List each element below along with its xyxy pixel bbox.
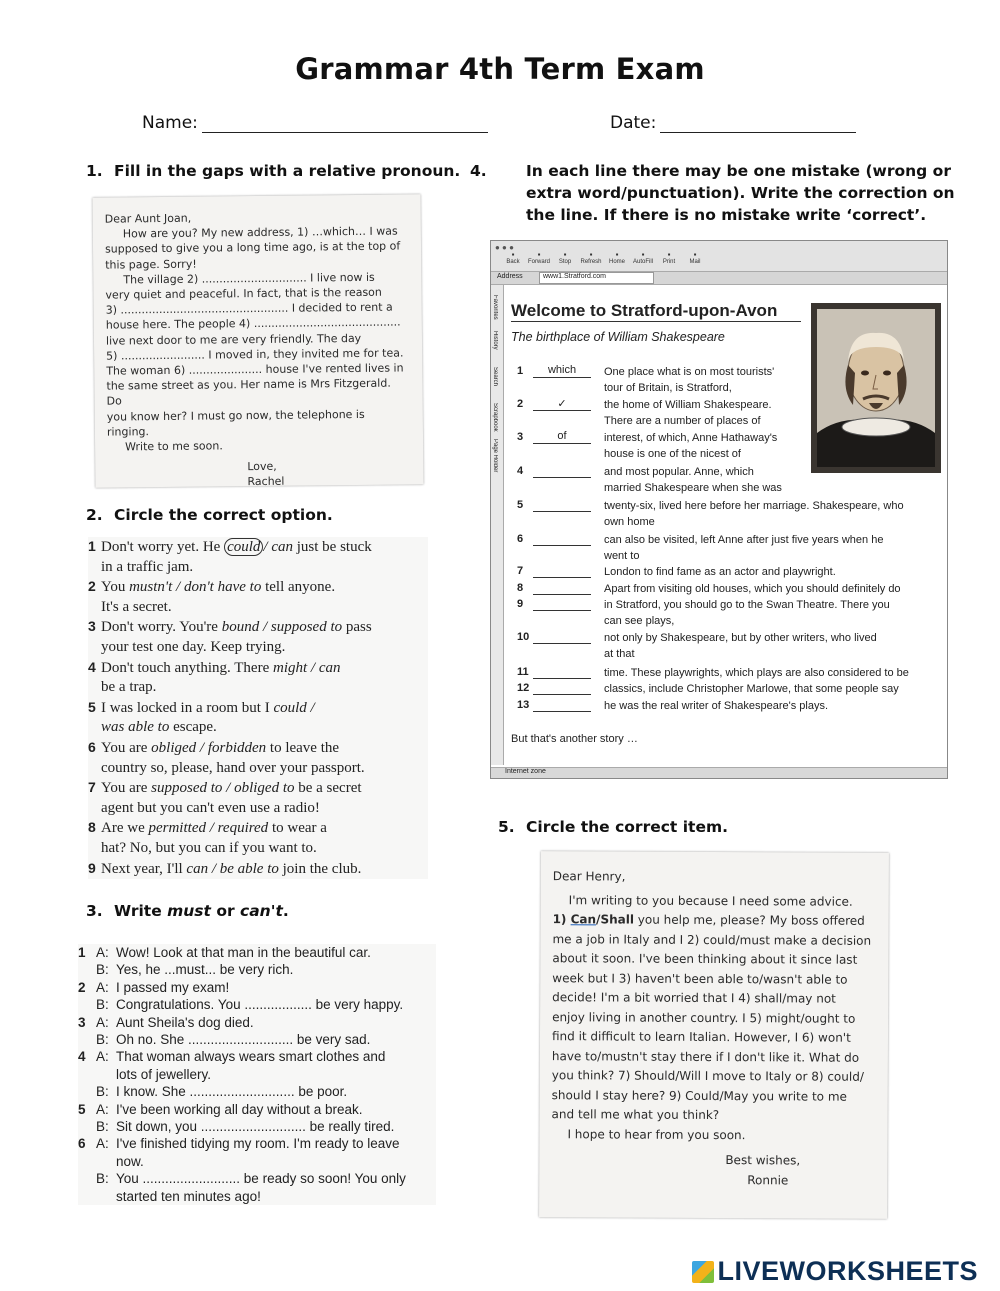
q3-speaker: A: xyxy=(96,945,109,960)
toolbar-button-label: Home xyxy=(608,259,625,265)
q2-heading xyxy=(86,504,333,526)
logo-mark-icon xyxy=(692,1261,714,1283)
q2-item xyxy=(88,738,428,759)
date-input-line[interactable] xyxy=(660,114,856,133)
q2-options[interactable]: obliged / forbidden xyxy=(151,739,267,756)
q2-options[interactable]: bound / supposed to xyxy=(221,619,343,636)
q3-dialogue-line xyxy=(78,1048,436,1065)
q4-answer-blank[interactable] xyxy=(533,665,591,679)
q2-item xyxy=(88,658,428,679)
letter-line: and tell me what you think? xyxy=(551,1107,720,1123)
q3-heading: 3. Write must or can't. xyxy=(86,902,289,920)
q4-line-text: There are a number of places of xyxy=(604,415,761,427)
letter-line: Write to me soon. xyxy=(125,439,223,454)
q3-number: 4 xyxy=(78,1049,86,1065)
q3-text[interactable]: That woman always wears smart clothes and xyxy=(116,1049,386,1065)
q2-item-text: Don't touch anything. There xyxy=(101,659,273,676)
q3-speaker: A: xyxy=(96,1101,109,1117)
q4-instruction: In each line there may be one mistake (wrong or extra word/punctuation). Write the correction on the line. If there is no mistake write ‘correct’. xyxy=(526,162,955,224)
q3-text[interactable]: You .......................... be ready so soon! You only xyxy=(116,1171,406,1187)
q3-dialogue-line xyxy=(78,1135,436,1152)
q4-number: 4. xyxy=(470,162,487,180)
q3-speaker: B: xyxy=(96,1119,109,1135)
q2-item-text: It's a secret. xyxy=(101,598,172,615)
q3-text[interactable]: started ten minutes ago! xyxy=(116,1188,261,1204)
letter-line: Dear Aunt Joan, xyxy=(104,211,192,226)
q4-line-number: 9 xyxy=(517,598,524,610)
site-subheading: The birthplace of William Shakespeare xyxy=(511,330,725,344)
q2-options[interactable]: could / xyxy=(273,699,315,716)
q4-answer-blank[interactable] xyxy=(533,532,591,546)
letter-line: decide! I'm a bit worried that I 4) shall/may not xyxy=(552,990,836,1006)
q1-number: 1. xyxy=(86,162,103,180)
q4-answer-blank[interactable] xyxy=(533,564,591,578)
q2-item xyxy=(88,577,428,598)
letter-line: enjoy living in another country. I 5) might/ought to xyxy=(552,1009,856,1026)
q2-item-text: just be stuck xyxy=(293,539,372,555)
q5-instruction: Circle the correct item. xyxy=(526,818,728,836)
q4-answer-blank[interactable] xyxy=(533,698,591,712)
q3-dialogue-line xyxy=(78,1031,436,1048)
q4-line-number: 11 xyxy=(517,666,529,678)
letter-line: live next door to me are very friendly. The day xyxy=(105,331,362,348)
q2-item xyxy=(88,617,428,638)
q5-option[interactable]: Can xyxy=(570,912,597,927)
q4-answer-blank[interactable] xyxy=(533,581,591,595)
q2-item-continued xyxy=(88,558,428,578)
q2-item-text: your test one day. Keep trying. xyxy=(101,638,286,655)
q4-line-text: London to find fame as an actor and playwright. xyxy=(604,566,836,578)
q4-lines xyxy=(491,241,947,761)
toolbar-button-label: AutoFill xyxy=(632,259,653,265)
q2-item-text: be a secret xyxy=(294,780,362,797)
q4-answer-blank[interactable]: of xyxy=(533,430,591,444)
letter-line: I hope to hear from you soon. xyxy=(567,1126,746,1142)
q4-line-text: in Stratford, you should go to the Swan Theatre. There you xyxy=(604,599,890,611)
q4-line-text: time. These playwrights, which plays are also considered to be xyxy=(604,667,909,679)
name-field xyxy=(142,113,488,133)
side-tab[interactable]: Favorites xyxy=(492,295,498,320)
logo-text: LIVEWORKSHEETS xyxy=(717,1256,978,1286)
letter-closing: Best wishes, xyxy=(725,1153,801,1168)
toolbar-button-label: Back xyxy=(506,259,520,265)
q2-item-continued xyxy=(88,678,428,698)
q4-answer-blank[interactable] xyxy=(533,681,591,695)
q1-heading xyxy=(86,160,460,182)
letter-line: week but I 3) haven't been able to/wasn't able to xyxy=(552,970,848,987)
q2-item-continued xyxy=(88,799,428,819)
q2-item-number: 1 xyxy=(88,538,96,554)
q1-letter xyxy=(92,194,423,487)
q2-item-continued xyxy=(88,839,428,859)
q4-line-text: twenty-six, lived here before her marriage. Shakespeare, who xyxy=(604,500,904,512)
q4-line-text: can see plays, xyxy=(604,615,675,627)
letter-line: have to/mustn't stay there if I don't like it. What do xyxy=(551,1048,860,1065)
q4-answer-blank[interactable] xyxy=(533,597,591,611)
q2-item-number: 7 xyxy=(88,779,96,796)
q1-instruction: Fill in the gaps with a relative pronoun. xyxy=(114,162,461,180)
q3-text[interactable]: Congratulations. You .................. be very happy. xyxy=(116,997,404,1013)
q4-line-text: tour of Britain, is Stratford, xyxy=(604,382,732,394)
q4-line-number: 6 xyxy=(517,533,524,545)
q2-item xyxy=(88,818,428,839)
q2-item-text: You are xyxy=(101,780,152,797)
q3-text[interactable]: lots of jewellery. xyxy=(116,1066,212,1082)
q2-item-text: Don't worry yet. He xyxy=(101,539,225,555)
q4-line-text: classics, include Christopher Marlowe, that some people say xyxy=(604,683,899,695)
letter-line: should I stay here? 9) Could/May you write to me xyxy=(551,1087,847,1104)
q4-line-number: 10 xyxy=(517,631,530,643)
q4-answer-blank[interactable] xyxy=(533,498,591,512)
toolbar-button-label: Stop xyxy=(558,259,572,265)
q3-dialogue-line xyxy=(78,1083,436,1100)
q2-item-text: You xyxy=(101,579,130,596)
toolbar-print-icon: ▪ xyxy=(667,250,671,259)
q3-dialogue-line xyxy=(78,1153,436,1170)
q3-dialogue-line xyxy=(78,1118,436,1135)
q2-number: 2. xyxy=(86,506,103,524)
q3-text[interactable]: Aunt Sheila's dog died. xyxy=(116,1014,254,1030)
side-tab[interactable]: Search xyxy=(492,367,498,387)
q2-options[interactable]: can / be able to xyxy=(186,860,279,877)
window-controls-icon[interactable]: ● ● ● xyxy=(495,243,514,252)
q3-dialogue-line xyxy=(78,1188,436,1205)
q3-speaker: B: xyxy=(96,1084,109,1100)
toolbar-back-icon: ▪ xyxy=(511,250,515,259)
q3-number: 3 xyxy=(78,1014,86,1030)
toolbar-button-label: Forward xyxy=(527,259,550,265)
q4-line-number: 8 xyxy=(517,582,524,594)
letter-line: 1) Can/Shall you help me, please? My boss offered xyxy=(552,912,865,928)
q3-speaker: B: xyxy=(96,997,109,1013)
q2-item-number: 9 xyxy=(88,859,96,876)
q4-answer-blank[interactable] xyxy=(533,630,591,644)
page-title: Grammar 4th Term Exam xyxy=(295,52,705,86)
q2-item-text: You are xyxy=(101,739,152,756)
name-label: Name: xyxy=(142,113,198,133)
q3-dialogue-line xyxy=(78,1101,436,1118)
q3-speaker: A: xyxy=(96,1049,109,1065)
q4-line-text: house is one of the nicest of xyxy=(604,448,741,460)
q3-speaker: A: xyxy=(96,979,109,995)
q4-line-number: 1 xyxy=(517,365,524,377)
letter-line: this page. Sorry! xyxy=(105,257,197,272)
side-tab[interactable]: History xyxy=(492,331,498,350)
q3-text[interactable]: I passed my exam! xyxy=(116,979,230,995)
side-tab[interactable]: Page Holder xyxy=(492,439,498,473)
q2-item-text: country so, please, hand over your passport. xyxy=(101,759,365,776)
side-tab[interactable]: Scrapbook xyxy=(492,403,498,432)
letter-line: find it difficult to learn Italian. However, I 6) won't xyxy=(551,1029,851,1045)
site-heading: Welcome to Stratford-upon-Avon xyxy=(511,301,778,320)
liveworksheets-logo xyxy=(692,1256,978,1287)
q3-speaker: A: xyxy=(96,1136,109,1152)
q4-answer-blank[interactable]: ✓ xyxy=(533,397,591,411)
site-footer: But that's another story … xyxy=(511,733,638,745)
letter-line: The woman 6) ..................... house I've rented lives in xyxy=(106,361,404,378)
q4-line-text: interest, of which, Anne Hathaway's xyxy=(604,432,778,444)
q3-dialogue-line xyxy=(78,961,436,978)
toolbar-home-icon: ▪ xyxy=(615,250,619,259)
toolbar-button-label: Mail xyxy=(689,259,701,265)
q4-heading xyxy=(470,160,966,226)
q2-item-text: in a traffic jam. xyxy=(101,558,194,575)
q2-item-text: be a trap. xyxy=(101,679,157,696)
q2-item xyxy=(88,537,428,558)
q2-item-text: Next year, I'll xyxy=(101,860,187,877)
q3-dialogue-line xyxy=(78,979,436,996)
q3-text[interactable]: Oh no. She ............................ be very sad. xyxy=(116,1032,371,1048)
q2-item-text: to wear a xyxy=(268,820,327,837)
q2-item xyxy=(88,778,428,799)
q2-item-number: 6 xyxy=(88,738,96,755)
q3-text[interactable]: I've finished tidying my room. I'm ready to leave xyxy=(116,1136,400,1152)
q3-speaker: B: xyxy=(96,1171,109,1187)
toolbar-mail-icon: ▪ xyxy=(693,250,697,259)
q2-item-number: 8 xyxy=(88,819,96,836)
q4-line-text: can also be visited, left Anne after just five years when he xyxy=(604,534,884,546)
q2-item xyxy=(88,698,428,719)
q4-line-number: 4 xyxy=(517,465,524,477)
letter-line: me a job in Italy and I 2) could/must make a decision xyxy=(552,931,872,948)
q5-option[interactable]: Shall xyxy=(600,912,635,927)
letter-line: 3) ................................................ I decided to rent a xyxy=(105,300,393,317)
q4-line-number: 5 xyxy=(517,499,524,511)
letter-line: house here. The people 4) .......................................... xyxy=(105,315,401,333)
q2-item-text: join the club. xyxy=(278,860,362,877)
q2-instruction: Circle the correct option. xyxy=(114,506,333,524)
letter-line: The village 2) .............................. I live now is xyxy=(123,270,375,287)
q2-options[interactable]: was able to xyxy=(101,719,170,736)
q2-item-continued xyxy=(88,638,428,658)
q3-text[interactable]: I've been working all day without a break. xyxy=(116,1101,363,1117)
q4-line-text: the home of William Shakespeare. xyxy=(604,399,772,411)
q4-line-text: married Shakespeare when she was xyxy=(604,482,782,494)
letter-line: you know her? I must go now, the telephone is ringing. xyxy=(106,407,365,439)
browser-window xyxy=(490,240,948,779)
q3-text[interactable]: now. xyxy=(116,1153,144,1169)
q4-line-text: went to xyxy=(604,550,640,562)
q4-line-text: Apart from visiting old houses, which you should definitely do xyxy=(604,583,901,595)
q4-line-text: own home xyxy=(604,516,655,528)
q3-number: 3. xyxy=(86,902,103,920)
q2-item-number: 5 xyxy=(88,698,96,715)
q4-line-text: One place what is on most tourists' xyxy=(604,366,775,378)
q2-item-number: 3 xyxy=(88,618,96,635)
q3-number: 2 xyxy=(78,979,86,995)
q5-number: 5. xyxy=(498,818,515,836)
q2-item-text: I was locked in a room but I xyxy=(101,699,274,716)
q4-answer-blank[interactable]: which xyxy=(533,364,591,378)
url-input[interactable]: www1.Stratford.com xyxy=(539,272,654,284)
q2-options[interactable]: mustn't / don't have to xyxy=(129,579,262,596)
address-label: Address xyxy=(497,273,523,280)
name-input-line[interactable] xyxy=(202,114,488,133)
q4-line-number: 2 xyxy=(517,398,524,410)
q2-item-text: Are we xyxy=(101,820,149,837)
status-bar xyxy=(491,767,947,778)
q2-item-continued xyxy=(88,598,428,618)
letter-line: very quiet and peaceful. In fact, that is the reason xyxy=(105,285,382,302)
letter-signature: Ronnie xyxy=(747,1172,789,1187)
q4-line-text: at that xyxy=(604,648,635,660)
letter-line: you think? 7) Should/Will I move to Italy or 8) could/ xyxy=(551,1068,864,1084)
q3-text[interactable]: I know. She ............................ be poor. xyxy=(116,1084,348,1100)
letter-greeting: Dear Henry, xyxy=(552,869,626,884)
q2-item-text: agent but you can't even use a radio! xyxy=(101,799,320,816)
q3-list xyxy=(78,944,436,1205)
toolbar-stop-icon: ▪ xyxy=(563,250,567,259)
q2-options[interactable]: supposed to / obliged to xyxy=(151,780,295,797)
q3-text[interactable]: Yes, he ...must... be very rich. xyxy=(116,962,294,978)
q3-dialogue-line xyxy=(78,944,436,961)
q3-dialogue-line xyxy=(78,1014,436,1031)
q3-number: 1 xyxy=(78,945,86,960)
letter-line: I'm writing to you because I need some advice. xyxy=(568,892,853,909)
letter-signature: Rachel xyxy=(247,475,285,489)
date-field xyxy=(610,113,856,133)
q3-number: 6 xyxy=(78,1136,86,1152)
q3-speaker: A: xyxy=(96,1014,109,1030)
letter-closing: Love, xyxy=(247,460,277,474)
q2-options[interactable]: might / can xyxy=(272,659,341,676)
q4-line-text: not only by Shakespeare, but by other writers, who lived xyxy=(604,632,877,644)
q3-text[interactable]: Wow! Look at that man in the beautiful car. xyxy=(116,945,371,960)
q5-letter xyxy=(539,851,889,1219)
toolbar-autofill-icon: ▪ xyxy=(641,250,645,259)
q4-line-number: 13 xyxy=(517,699,530,711)
q2-item-text: escape. xyxy=(169,719,217,736)
letter-line: about it soon. I've been thinking about it since last xyxy=(552,951,858,967)
q3-dialogue-line xyxy=(78,1170,436,1187)
q3-speaker: B: xyxy=(96,962,109,978)
q2-item-number: 4 xyxy=(88,658,96,675)
q3-number: 5 xyxy=(78,1101,86,1117)
q3-text[interactable]: Sit down, you ............................ be really tired. xyxy=(116,1119,395,1135)
q3-speaker: B: xyxy=(96,1032,109,1048)
q4-line-number: 12 xyxy=(517,682,530,694)
letter-line: supposed to give you a long time ago, is at the top of xyxy=(104,239,401,257)
toolbar-forward-icon: ▪ xyxy=(537,250,541,259)
status-text: Internet zone xyxy=(505,768,546,775)
letter-line: How are you? My new address, 1) …which… I was xyxy=(122,224,398,241)
q4-answer-blank[interactable] xyxy=(533,464,591,478)
q2-options[interactable]: permitted / required xyxy=(148,820,269,837)
q2-item-continued xyxy=(88,718,428,738)
q2-item xyxy=(88,859,428,880)
q2-circled-option[interactable]: could xyxy=(224,538,263,556)
q2-options[interactable]: / can xyxy=(263,539,293,555)
q4-line-text: and most popular. Anne, which xyxy=(604,466,754,478)
q4-line-text: he was the real writer of Shakespeare's plays. xyxy=(604,700,829,712)
q2-item-text: pass xyxy=(342,619,372,636)
q2-list xyxy=(88,537,428,879)
q4-line-number: 3 xyxy=(517,431,524,443)
q2-item-text: tell anyone. xyxy=(261,579,336,596)
toolbar-button-label: Print xyxy=(662,259,676,265)
q2-item-text: to leave the xyxy=(266,739,340,756)
q2-item-text: hat? No, but you can if you want to. xyxy=(101,839,317,856)
q2-item-number: 2 xyxy=(88,578,96,595)
letter-line: the same street as you. Her name is Mrs Fitzgerald. Do xyxy=(106,376,391,409)
letter-line: 5) ........................ I moved in, they invited me for tea. xyxy=(106,346,404,363)
q3-dialogue-line xyxy=(78,996,436,1013)
q4-line-number: 7 xyxy=(517,565,524,577)
q2-item-continued xyxy=(88,759,428,779)
toolbar-refresh-icon: ▪ xyxy=(589,250,593,259)
q3-dialogue-line xyxy=(78,1066,436,1083)
toolbar-button-label: Refresh xyxy=(580,259,602,265)
q5-heading xyxy=(498,816,728,838)
q2-item-text: Don't worry. You're xyxy=(101,619,222,636)
date-label: Date: xyxy=(610,113,657,133)
